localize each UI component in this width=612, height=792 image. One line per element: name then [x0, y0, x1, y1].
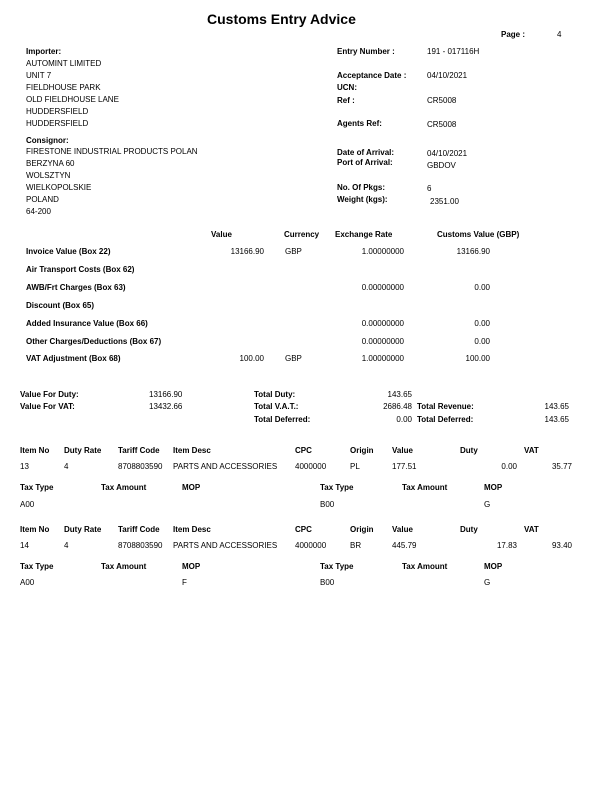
total-revenue-label: Total Revenue: [417, 402, 474, 411]
tax-header-amount: Tax Amount [402, 483, 448, 492]
importer-label: Importer: [26, 47, 62, 56]
row-label: Other Charges/Deductions (Box 67) [26, 337, 162, 346]
item-no: 13 [20, 462, 29, 471]
importer-line: AUTOMINT LIMITED [26, 59, 102, 68]
row-currency: GBP [285, 247, 302, 256]
item-cpc: 4000000 [295, 462, 327, 471]
arrival-port: GBDOV [427, 161, 456, 170]
row-rate: 1.00000000 [361, 354, 404, 363]
total-duty-label: Total Duty: [254, 390, 296, 399]
packages-label: No. Of Pkgs: [337, 183, 386, 192]
row-label: Added Insurance Value (Box 66) [26, 319, 148, 328]
row-rate: 1.00000000 [361, 247, 404, 256]
row-customs-value: 0.00 [474, 319, 490, 328]
item-header-vat: VAT [524, 446, 539, 455]
item-origin: PL [350, 462, 360, 471]
consignor-label: Consignor: [26, 136, 69, 145]
item-duty-rate: 4 [64, 541, 69, 550]
item-cpc: 4000000 [295, 541, 327, 550]
tax-header-amount: Tax Amount [402, 562, 448, 571]
item-header-cpc: CPC [295, 446, 312, 455]
item-vat: 35.77 [551, 462, 572, 471]
weight-value: 2351.00 [430, 197, 459, 206]
tax-type: A00 [20, 578, 35, 587]
row-customs-value: 0.00 [474, 283, 490, 292]
ref-value: CR5008 [427, 96, 457, 105]
consignor-line: WOLSZTYN [26, 171, 71, 180]
item-desc: PARTS AND ACCESSORIES [173, 462, 278, 471]
value-for-duty: 13166.90 [149, 390, 183, 399]
item-header-tariff: Tariff Code [118, 525, 160, 534]
tax-mop: G [484, 578, 491, 587]
importer-line: FIELDHOUSE PARK [26, 83, 101, 92]
total-vat: 2686.48 [383, 402, 412, 411]
page-label: Page : [501, 30, 526, 39]
item-header-desc: Item Desc [173, 446, 211, 455]
row-value: 100.00 [239, 354, 264, 363]
importer-line: HUDDERSFIELD [26, 119, 89, 128]
item-header-duty-rate: Duty Rate [64, 525, 102, 534]
item-value: 177.51 [392, 462, 417, 471]
total-vat-label: Total V.A.T.: [254, 402, 299, 411]
item-vat: 93.40 [551, 541, 572, 550]
item-tariff-code: 8708803590 [118, 541, 163, 550]
consignor-line: FIRESTONE INDUSTRIAL PRODUCTS POLAN [26, 147, 198, 156]
arrival-port-label: Port of Arrival: [337, 158, 393, 167]
row-label: VAT Adjustment (Box 68) [26, 354, 121, 363]
column-header-currency: Currency [284, 230, 320, 239]
value-for-vat-label: Value For VAT: [20, 402, 75, 411]
row-customs-value: 13166.90 [456, 247, 490, 256]
page-title: Customs Entry Advice [207, 11, 356, 27]
item-header-item-no: Item No [20, 446, 50, 455]
tax-header-mop: MOP [182, 483, 201, 492]
consignor-line: 64-200 [26, 207, 51, 216]
arrival-date: 04/10/2021 [427, 149, 468, 158]
value-for-vat: 13432.66 [149, 402, 183, 411]
tax-type: B00 [320, 578, 335, 587]
total-duty: 143.65 [387, 390, 412, 399]
acceptance-date: 04/10/2021 [427, 71, 468, 80]
item-duty-rate: 4 [64, 462, 69, 471]
weight-label: Weight (kgs): [337, 195, 388, 204]
item-header-origin: Origin [350, 446, 374, 455]
total-revenue: 143.65 [544, 402, 569, 411]
tax-mop: G [484, 500, 491, 509]
total-deferred: 143.65 [544, 415, 569, 424]
ref-label: Ref : [337, 96, 355, 105]
row-rate: 0.00000000 [361, 319, 404, 328]
column-header-customs-value: Customs Value (GBP) [437, 230, 520, 239]
item-header-cpc: CPC [295, 525, 312, 534]
row-customs-value: 100.00 [465, 354, 490, 363]
acceptance-date-label: Acceptance Date : [337, 71, 407, 80]
item-header-value: Value [392, 446, 413, 455]
row-label: Discount (Box 65) [26, 301, 95, 310]
row-rate: 0.00000000 [361, 283, 404, 292]
total-duty-deferred: 0.00 [396, 415, 412, 424]
item-header-item-no: Item No [20, 525, 50, 534]
tax-type: A00 [20, 500, 35, 509]
item-desc: PARTS AND ACCESSORIES [173, 541, 278, 550]
item-header-tariff: Tariff Code [118, 446, 160, 455]
agents-ref-label: Agents Ref: [337, 119, 382, 128]
consignor-line: WIELKOPOLSKIE [26, 183, 92, 192]
row-value: 13166.90 [230, 247, 264, 256]
item-tariff-code: 8708803590 [118, 462, 163, 471]
row-label: Invoice Value (Box 22) [26, 247, 111, 256]
tax-header-type: Tax Type [20, 562, 54, 571]
importer-line: OLD FIELDHOUSE LANE [26, 95, 119, 104]
item-header-desc: Item Desc [173, 525, 211, 534]
entry-number: 191 - 017116H [427, 47, 480, 56]
item-header-origin: Origin [350, 525, 374, 534]
row-rate: 0.00000000 [361, 337, 404, 346]
arrival-date-label: Date of Arrival: [337, 148, 395, 157]
entry-number-label: Entry Number : [337, 47, 395, 56]
tax-header-amount: Tax Amount [101, 562, 147, 571]
tax-header-type: Tax Type [320, 562, 354, 571]
row-label: AWB/Frt Charges (Box 63) [26, 283, 126, 292]
column-header-value: Value [211, 230, 232, 239]
page-number: 4 [557, 30, 562, 39]
total-duty-deferred-label: Total Deferred: [254, 415, 311, 424]
item-no: 14 [20, 541, 29, 550]
row-customs-value: 0.00 [474, 337, 490, 346]
item-value: 445.79 [392, 541, 417, 550]
ucn-label: UCN: [337, 83, 357, 92]
column-header-exchange-rate: Exchange Rate [335, 230, 393, 239]
tax-header-type: Tax Type [20, 483, 54, 492]
item-origin: BR [350, 541, 362, 550]
tax-header-mop: MOP [484, 562, 503, 571]
tax-type: B00 [320, 500, 335, 509]
item-header-vat: VAT [524, 525, 539, 534]
row-label: Air Transport Costs (Box 62) [26, 265, 135, 274]
tax-header-mop: MOP [484, 483, 503, 492]
item-header-value: Value [392, 525, 413, 534]
item-header-duty-rate: Duty Rate [64, 446, 102, 455]
item-header-duty: Duty [460, 446, 478, 455]
value-for-duty-label: Value For Duty: [20, 390, 79, 399]
packages-value: 6 [427, 184, 432, 193]
consignor-line: POLAND [26, 195, 59, 204]
agents-ref-value: CR5008 [427, 120, 457, 129]
consignor-line: BERZYNA 60 [26, 159, 75, 168]
total-deferred-label: Total Deferred: [417, 415, 474, 424]
tax-mop: F [182, 578, 187, 587]
importer-line: HUDDERSFIELD [26, 107, 89, 116]
row-currency: GBP [285, 354, 302, 363]
tax-header-amount: Tax Amount [101, 483, 147, 492]
tax-header-mop: MOP [182, 562, 201, 571]
importer-line: UNIT 7 [26, 71, 52, 80]
item-duty: 17.83 [496, 541, 517, 550]
tax-header-type: Tax Type [320, 483, 354, 492]
item-header-duty: Duty [460, 525, 478, 534]
item-duty: 0.00 [501, 462, 517, 471]
